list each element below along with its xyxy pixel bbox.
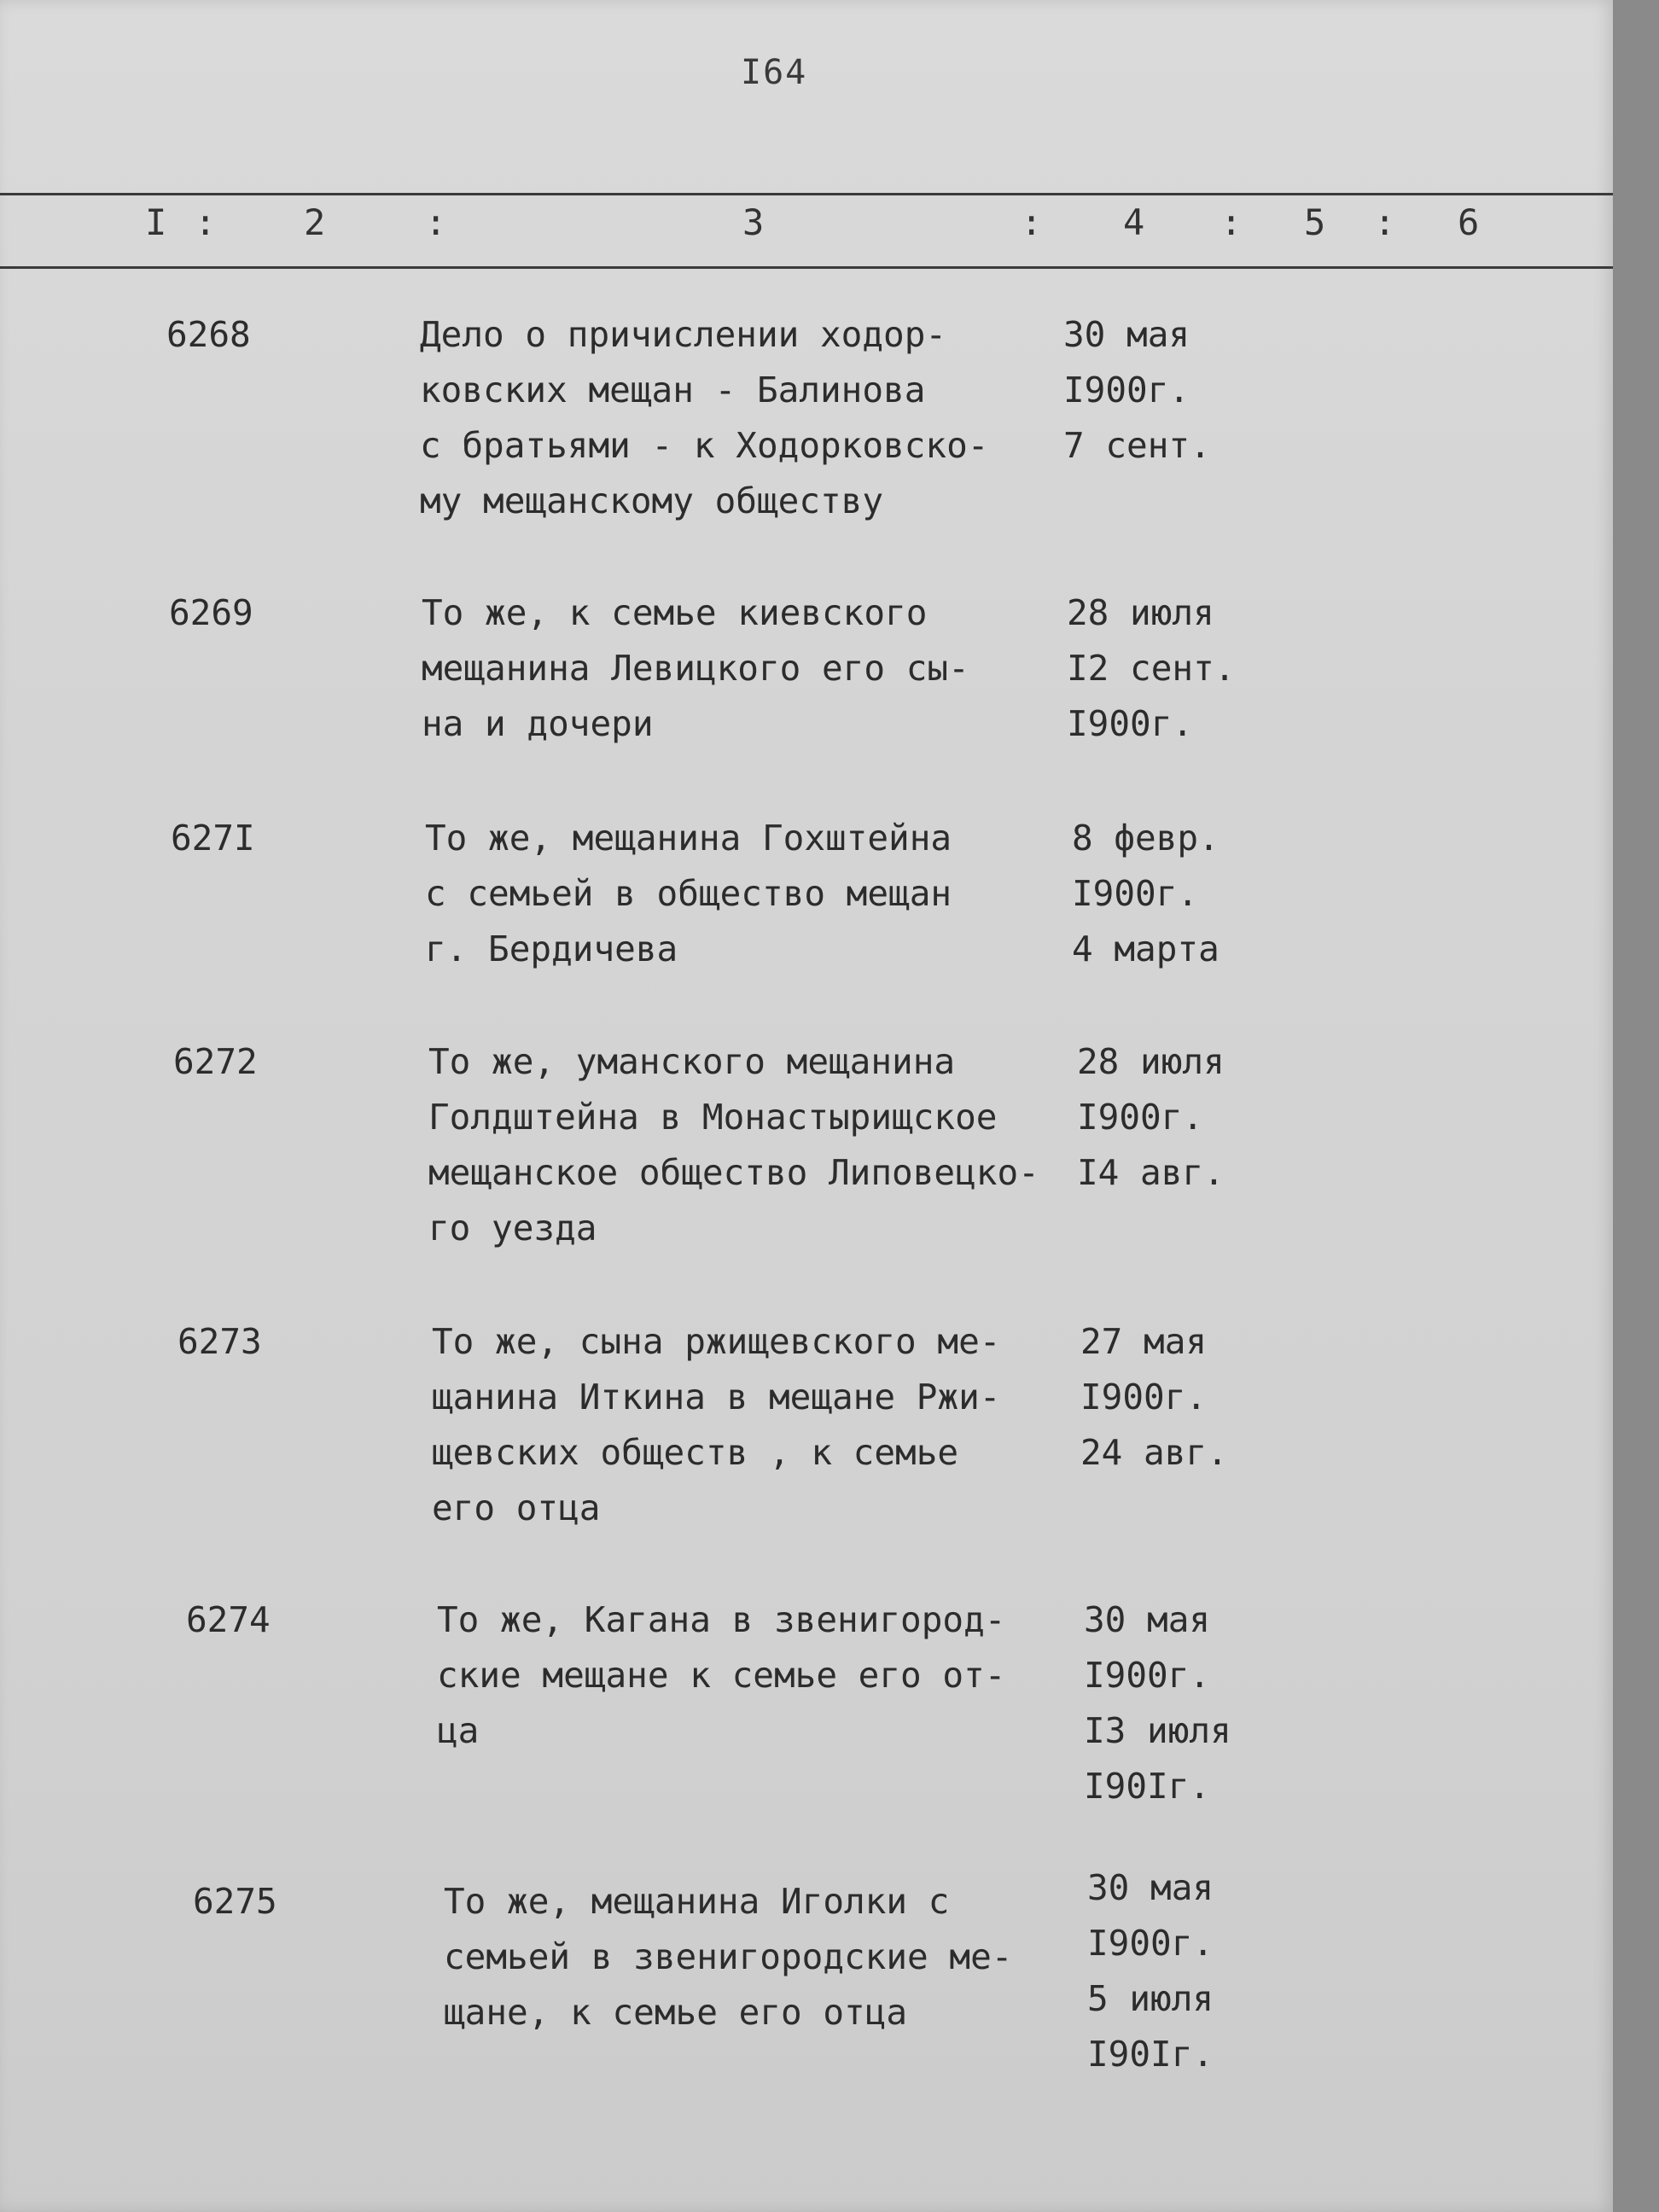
page-number: I64 bbox=[741, 53, 808, 92]
date-line: I900г. bbox=[1077, 1097, 1204, 1138]
date-line: I900г. bbox=[1063, 370, 1190, 410]
date-line: 7 сент. bbox=[1063, 425, 1211, 466]
description-line: То же, сына ржищевского ме- bbox=[432, 1321, 1001, 1362]
entry-description bbox=[444, 1874, 1012, 2040]
description-line: семьей в звенигородские ме- bbox=[444, 1936, 1013, 1977]
description-line: мещанское общество Липовецко- bbox=[428, 1152, 1039, 1193]
description-line: ца bbox=[437, 1710, 480, 1751]
entry-number: 6275 bbox=[193, 1881, 277, 1922]
description-line: ские мещане к семье его от- bbox=[437, 1655, 1006, 1696]
date-line: 28 июля bbox=[1067, 592, 1214, 633]
column-header-5: 5 bbox=[1304, 201, 1326, 243]
description-line: То же, уманского мещанина bbox=[428, 1041, 956, 1082]
description-line: щевских обществ , к семье bbox=[432, 1432, 959, 1473]
entry-dates bbox=[1063, 307, 1211, 474]
column-separator-5: : bbox=[1374, 201, 1396, 243]
entry-dates bbox=[1087, 1860, 1214, 2082]
entry-dates bbox=[1077, 1034, 1225, 1201]
description-line: То же, мещанина Иголки с bbox=[444, 1881, 950, 1922]
entry-description bbox=[420, 307, 988, 529]
date-line: 30 мая bbox=[1084, 1599, 1211, 1640]
entry-description bbox=[428, 1034, 1039, 1256]
description-line: Голдштейна в Монастырищское bbox=[428, 1097, 998, 1138]
entry-number: 6269 bbox=[169, 592, 253, 633]
date-line: I900г. bbox=[1067, 703, 1194, 744]
header-top-rule bbox=[0, 193, 1613, 195]
entry-description bbox=[422, 585, 969, 752]
description-line: му мещанскому обществу bbox=[420, 480, 884, 521]
column-header-3: 3 bbox=[742, 201, 765, 243]
date-line: I90Iг. bbox=[1087, 2034, 1214, 2075]
column-header-1: I bbox=[145, 201, 167, 243]
description-line: г. Бердичева bbox=[425, 928, 678, 969]
description-line: щанина Иткина в мещане Ржи- bbox=[432, 1377, 1001, 1417]
date-line: I4 авг. bbox=[1077, 1152, 1225, 1193]
entry-number: 6272 bbox=[173, 1041, 258, 1082]
description-line: го уезда bbox=[428, 1208, 597, 1249]
header-bottom-rule bbox=[0, 266, 1613, 269]
column-header-6: 6 bbox=[1458, 201, 1480, 243]
description-line: То же, Кагана в звенигород- bbox=[437, 1599, 1006, 1640]
description-line: ковских мещан - Балинова bbox=[420, 370, 926, 410]
column-header-4: 4 bbox=[1123, 201, 1145, 243]
date-line: 28 июля bbox=[1077, 1041, 1225, 1082]
date-line: I900г. bbox=[1084, 1655, 1211, 1696]
column-header-2: 2 bbox=[304, 201, 326, 243]
date-line: 30 мая bbox=[1063, 314, 1190, 355]
entry-dates bbox=[1080, 1314, 1228, 1481]
date-line: 27 мая bbox=[1080, 1321, 1208, 1362]
description-line: с братьями - к Ходорковско- bbox=[420, 425, 989, 466]
description-line: на и дочери bbox=[422, 703, 654, 744]
date-line: I2 сент. bbox=[1067, 648, 1236, 689]
column-separator-4: : bbox=[1220, 201, 1243, 243]
date-line: I90Iг. bbox=[1084, 1766, 1211, 1807]
description-line: То же, мещанина Гохштейна bbox=[425, 818, 952, 859]
column-separator-3: : bbox=[1021, 201, 1043, 243]
description-line: его отца bbox=[432, 1487, 601, 1528]
entry-description bbox=[425, 811, 952, 977]
description-line: То же, к семье киевского bbox=[422, 592, 928, 633]
column-separator-2: : bbox=[425, 201, 447, 243]
date-line: I900г. bbox=[1072, 873, 1199, 914]
description-line: мещанина Левицкого его сы- bbox=[422, 648, 969, 689]
entry-number: 6268 bbox=[166, 314, 251, 355]
description-line: с семьей в общество мещан bbox=[425, 873, 952, 914]
entry-number: 6274 bbox=[186, 1599, 271, 1640]
column-separator-1: : bbox=[195, 201, 217, 243]
date-line: 30 мая bbox=[1087, 1867, 1214, 1908]
entry-dates bbox=[1067, 585, 1235, 752]
entry-description bbox=[432, 1314, 1000, 1536]
date-line: I3 июля bbox=[1084, 1710, 1231, 1751]
date-line: 4 марта bbox=[1072, 928, 1220, 969]
date-line: I900г. bbox=[1080, 1377, 1208, 1417]
date-line: 8 февр. bbox=[1072, 818, 1220, 859]
date-line: I900г. bbox=[1087, 1923, 1214, 1964]
description-line: щане, к семье его отца bbox=[444, 1992, 908, 2033]
entry-dates bbox=[1084, 1592, 1231, 1814]
entry-description bbox=[437, 1592, 1005, 1759]
entry-number: 6273 bbox=[178, 1321, 262, 1362]
entry-dates bbox=[1072, 811, 1220, 977]
entry-number: 627I bbox=[171, 818, 255, 859]
date-line: 5 июля bbox=[1087, 1978, 1214, 2019]
date-line: 24 авг. bbox=[1080, 1432, 1228, 1473]
description-line: Дело о причислении ходор- bbox=[420, 314, 947, 355]
